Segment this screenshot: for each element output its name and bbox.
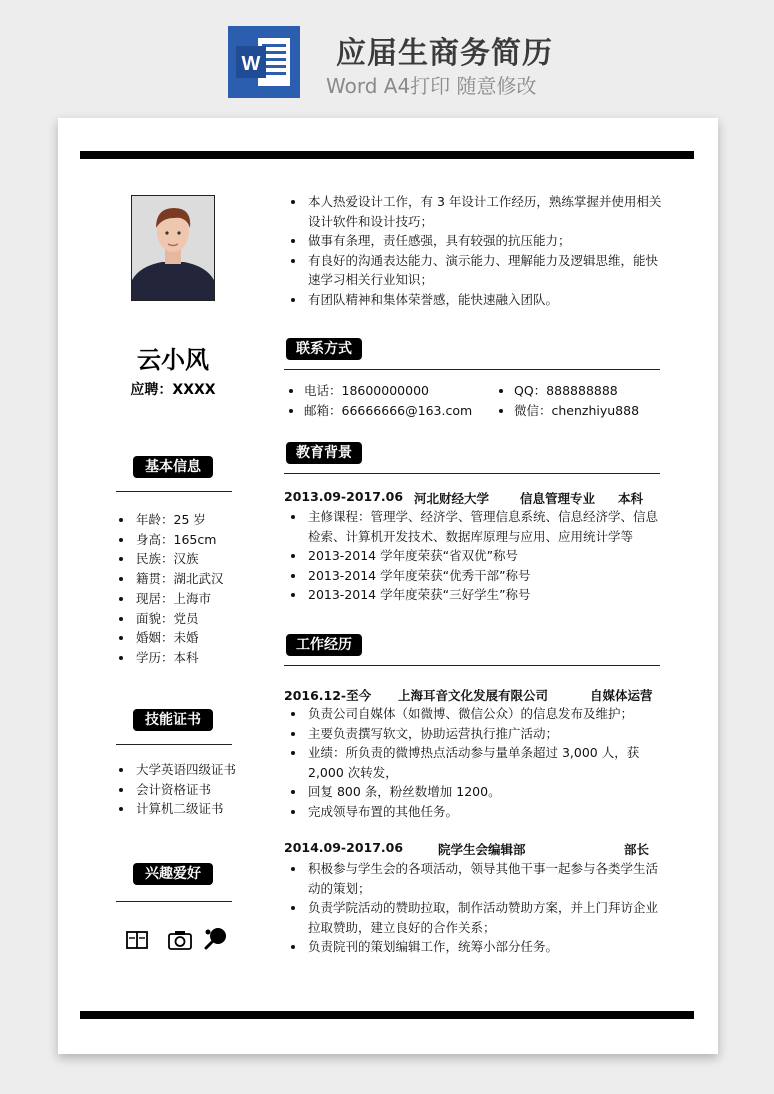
job-position: 部长 (624, 842, 650, 857)
portrait-photo (131, 195, 215, 301)
hobbies-divider (116, 901, 232, 902)
list-item: • 主修课程：管理学、经济学、管理信息系统、信息经济学、信息检索、计算机开发技术、数据库原理与应用、应用统计学等 (306, 507, 668, 546)
list-item: • 婚姻：未婚 (134, 628, 224, 648)
job-position: 自媒体运营 (590, 688, 653, 703)
candidate-name: 云小风 (137, 346, 209, 374)
hobbies-icons (124, 926, 234, 952)
list-item: • 会计资格证书 (134, 780, 236, 800)
camera-icon (168, 930, 192, 950)
education-major: 信息管理专业 (520, 491, 596, 506)
top-banner (0, 0, 774, 112)
job-details-2 (284, 859, 668, 957)
list-item: • 业绩：所负责的微博热点活动参与量单条超过 3,000 人，获 2,000 次转发， (306, 743, 668, 782)
banner-subtitle: Word A4打印 随意修改 (326, 74, 537, 98)
education-degree: 本科 (618, 491, 644, 506)
contact-column-2 (494, 381, 639, 421)
certificates-list (118, 760, 236, 819)
banner-title: 应届生商务简历 (336, 36, 553, 71)
education-divider (284, 473, 660, 474)
basic-info-list (118, 510, 224, 668)
self-introduction (284, 192, 664, 309)
contact-title: 联系方式 (286, 338, 362, 360)
list-item: • 完成领导布置的其他任务。 (306, 802, 668, 822)
list-item: • 大学英语四级证书 (134, 760, 236, 780)
list-item: • 2013-2014 学年度荣获“三好学生”称号 (306, 585, 668, 605)
list-item: • 年龄：25 岁 (134, 510, 224, 530)
list-item: • 学历：本科 (134, 648, 224, 668)
job-period: 2016.12-至今 (284, 688, 372, 703)
list-item: • 负责院刊的策划编辑工作，统筹小部分任务。 (306, 937, 668, 957)
list-item: • 负责学院活动的赞助拉取，制作活动赞助方案，并上门拜访企业拉取赞助，建立良好的合作关系； (306, 898, 668, 937)
work-divider (284, 665, 660, 666)
contact-column-1 (284, 381, 472, 421)
bottom-black-bar (80, 1011, 694, 1019)
qq-text: • QQ：888888888 (514, 381, 639, 401)
ping-pong-icon (204, 926, 228, 950)
word-icon (228, 26, 300, 98)
list-item: • 身高：165cm (134, 530, 224, 550)
work-title: 工作经历 (286, 634, 362, 656)
email-text: • 邮箱：66666666@163.com (304, 401, 472, 421)
education-title: 教育背景 (286, 442, 362, 464)
phone-text: • 电话：18600000000 (304, 381, 472, 401)
job-company: 院学生会编辑部 (438, 842, 526, 857)
list-item: • 籍贯：湖北武汉 (134, 569, 224, 589)
wechat-text: • 微信：chenzhiyu888 (514, 401, 639, 421)
certificates-divider (116, 744, 232, 745)
word-icon-letter: W (241, 53, 261, 75)
list-item: • 面貌：党员 (134, 609, 224, 629)
apply-position: 应聘：XXXX (130, 382, 216, 398)
education-period: 2013.09-2017.06 (284, 489, 404, 504)
resume-page (58, 118, 718, 1054)
job-period: 2014.09-2017.06 (284, 840, 404, 855)
top-black-bar (80, 151, 694, 159)
list-item: • 本人热爱设计工作，有 3 年设计工作经历，熟练掌握并使用相关设计软件和设计技巧； (306, 192, 664, 231)
education-details (284, 507, 668, 605)
education-school: 河北财经大学 (414, 491, 490, 506)
list-item: • 有团队精神和集体荣誉感，能快速融入团队。 (306, 290, 664, 310)
book-icon (126, 930, 148, 950)
list-item: • 现居：上海市 (134, 589, 224, 609)
list-item: • 2013-2014 学年度荣获“优秀干部”称号 (306, 566, 668, 586)
list-item: • 民族：汉族 (134, 549, 224, 569)
basic-info-title: 基本信息 (133, 456, 213, 478)
job-details-1 (284, 704, 668, 821)
job-company: 上海耳音文化发展有限公司 (398, 688, 549, 703)
list-item: • 回复 800 条，粉丝数增加 1200。 (306, 782, 668, 802)
portrait-illustration (132, 196, 214, 300)
certificates-title: 技能证书 (133, 709, 213, 731)
list-item: • 负责公司自媒体（如微博、微信公众）的信息发布及维护； (306, 704, 668, 724)
list-item: • 积极参与学生会的各项活动，领导其他干事一起参与各类学生活动的策划； (306, 859, 668, 898)
contact-divider (284, 369, 660, 370)
list-item: • 有良好的沟通表达能力、演示能力、理解能力及逻辑思维，能快速学习相关行业知识； (306, 251, 664, 290)
basic-info-divider (116, 491, 232, 492)
list-item: • 主要负责撰写软文，协助运营执行推广活动； (306, 724, 668, 744)
list-item: • 计算机二级证书 (134, 799, 236, 819)
list-item: • 做事有条理，责任感强，具有较强的抗压能力； (306, 231, 664, 251)
list-item: • 2013-2014 学年度荣获“省双优”称号 (306, 546, 668, 566)
hobbies-title: 兴趣爱好 (133, 863, 213, 885)
